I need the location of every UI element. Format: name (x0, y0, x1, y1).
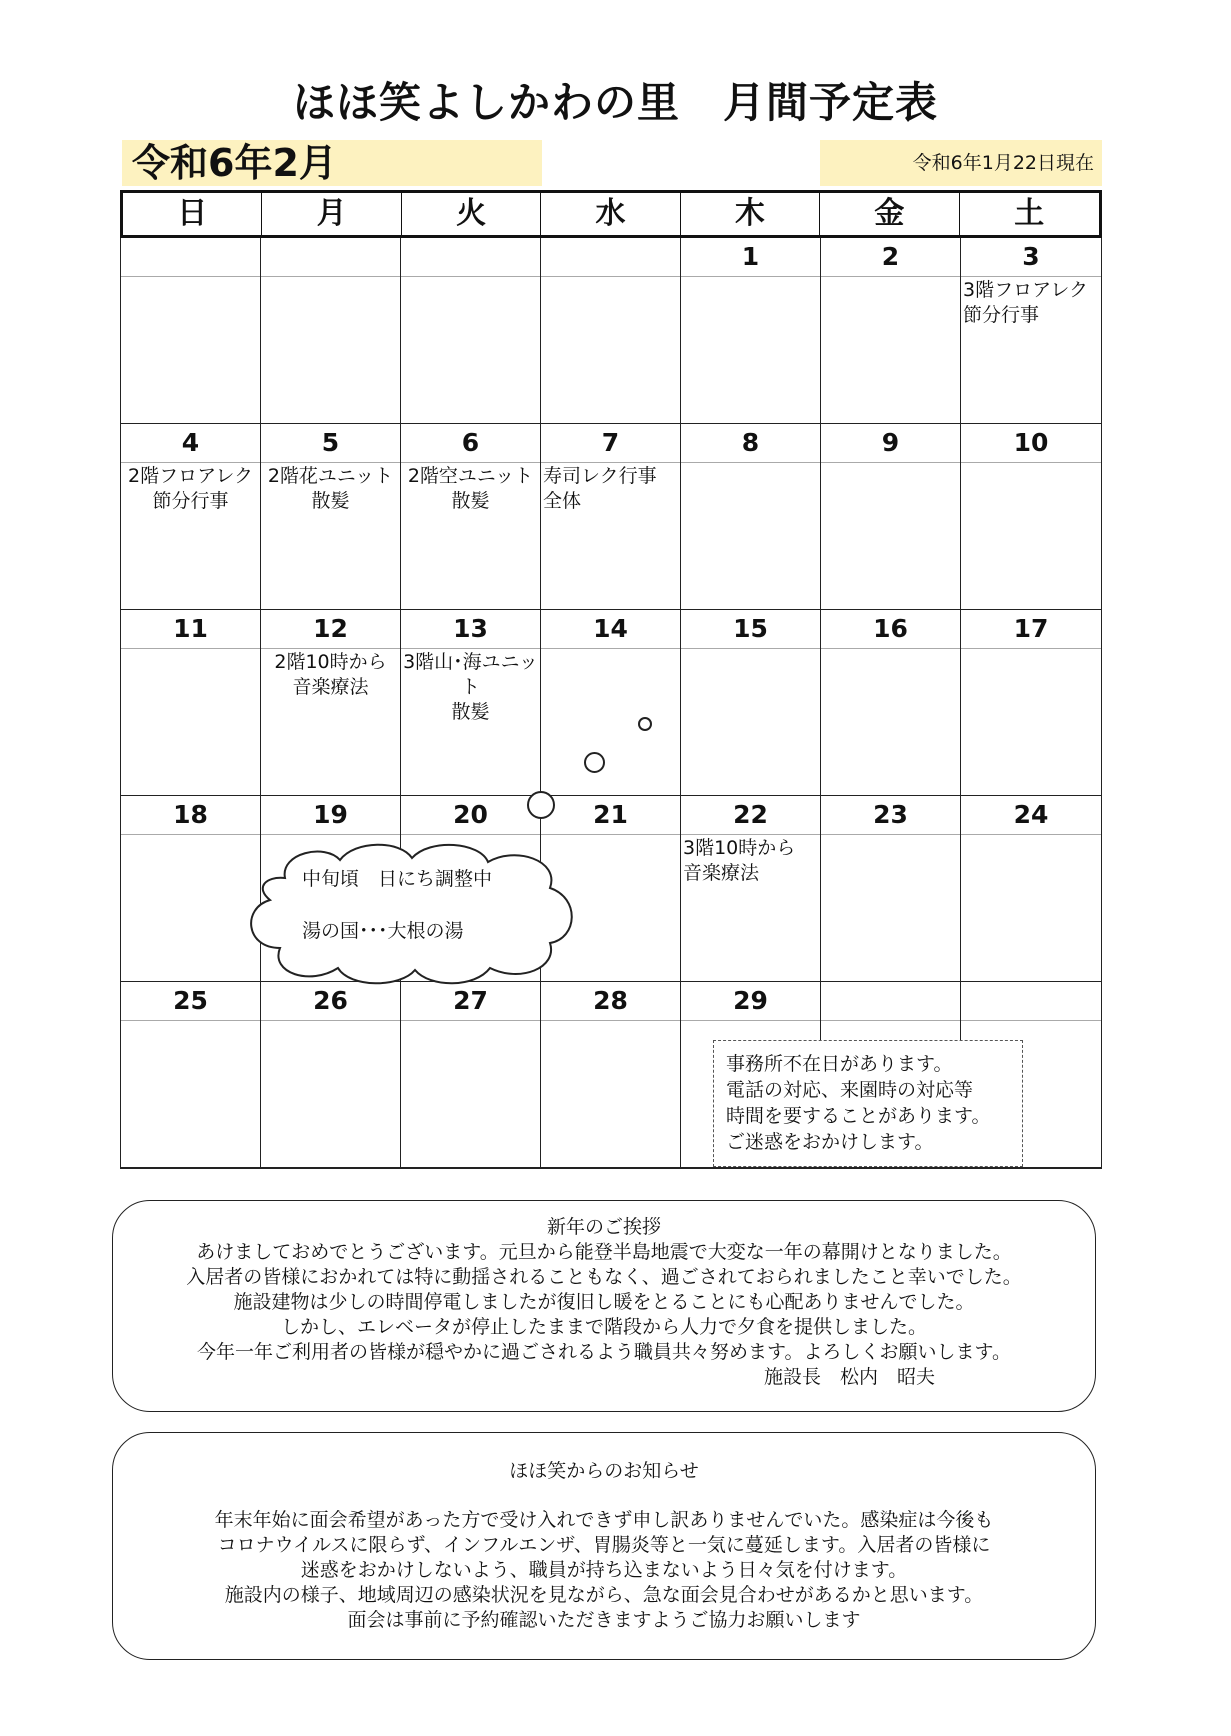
day-number: 11 (173, 614, 208, 643)
cell-divider (121, 648, 260, 649)
notice-line: ご迷惑をおかけします。 (726, 1131, 934, 1153)
day-event: 3階10時から 音楽療法 (683, 837, 796, 884)
calendar-day-cell (401, 610, 541, 796)
greeting-line: しかし、エレベータが停止したままで階段から人力で夕食を提供しました。 (280, 1316, 927, 1338)
greeting-line: 今年一年ご利用者の皆様が穏やかに過ごされるよう職員共々努めます。よろしくお願いします。 (197, 1341, 1011, 1363)
calendar-day-cell (961, 610, 1101, 796)
calendar-day-cell (121, 982, 261, 1168)
calendar-day-cell (541, 238, 681, 424)
day-number: 23 (873, 800, 908, 829)
cell-divider (261, 276, 400, 277)
greeting-line: あけましておめでとうございます。元旦から能登半島地震で大変な一年の幕開けとなりました。 (196, 1241, 1012, 1263)
weekday-header (120, 190, 1102, 238)
greeting-line: 入居者の皆様におかれては特に動揺されることもなく、過ごされておられましたこと幸いでした。 (186, 1266, 1022, 1288)
cell-divider (681, 276, 820, 277)
calendar (120, 190, 1102, 1169)
cloud-line-1: 中旬頃 日にち調整中 (302, 868, 493, 890)
weekday-fri: 金 (820, 193, 959, 235)
thought-bubble-medium (584, 752, 605, 773)
day-number: 6 (461, 428, 480, 457)
day-event: 2階空ユニット 散髪 (407, 465, 534, 512)
calendar-day-cell (401, 424, 541, 610)
cell-divider (541, 1020, 680, 1021)
calendar-day-cell (401, 982, 541, 1168)
calendar-day-cell (821, 238, 961, 424)
greeting-heading: 新年のご挨拶 (546, 1216, 661, 1238)
cell-divider (401, 834, 540, 835)
cell-divider (121, 834, 260, 835)
cell-divider (261, 462, 400, 463)
day-number: 29 (733, 986, 768, 1015)
calendar-day-cell (961, 238, 1101, 424)
cell-divider (681, 462, 820, 463)
cell-divider (541, 462, 680, 463)
cell-divider (961, 648, 1101, 649)
day-number: 17 (1013, 614, 1049, 643)
month-label: 令和6年2月 (122, 140, 542, 186)
calendar-day-cell (681, 796, 821, 982)
cell-divider (961, 1020, 1101, 1021)
calendar-day-cell (261, 982, 401, 1168)
cell-divider (401, 462, 540, 463)
greeting-box (112, 1200, 1096, 1412)
cell-divider (401, 276, 540, 277)
day-number: 18 (173, 800, 208, 829)
calendar-day-cell (961, 796, 1101, 982)
day-number: 19 (313, 800, 348, 829)
cell-divider (261, 834, 400, 835)
notice-line: 事務所不在日があります。 (726, 1053, 953, 1075)
greeting-line: 施設建物は少しの時間停電しましたが復旧し暖をとることにも心配ありませんでした。 (233, 1291, 975, 1313)
event-cloud (240, 838, 585, 986)
day-event: 3階フロアレク 節分行事 (963, 279, 1088, 326)
cell-divider (121, 276, 260, 277)
day-number: 16 (873, 614, 908, 643)
page-title: ほほ笑よしかわの里 月間予定表 (292, 78, 938, 127)
day-number: 13 (453, 614, 488, 643)
calendar-day-cell (261, 610, 401, 796)
calendar-day-cell (821, 610, 961, 796)
day-number: 24 (1013, 800, 1049, 829)
day-number: 4 (181, 428, 200, 457)
day-number: 8 (741, 428, 760, 457)
calendar-day-cell (821, 796, 961, 982)
calendar-grid (120, 238, 1102, 1169)
news-line: 施設内の様子、地域周辺の感染状況を見ながら、急な面会見合わせがあるかと思います。 (224, 1584, 984, 1606)
day-number: 21 (593, 800, 628, 829)
office-notice (713, 1040, 1023, 1167)
cloud-line-2: 湯の国･･･大根の湯 (302, 920, 464, 942)
day-number: 25 (173, 986, 208, 1015)
news-line: 面会は事前に予約確認いただきますようご協力お願いします (347, 1609, 861, 1631)
notice-line: 電話の対応、来園時の対応等 (726, 1079, 974, 1101)
cell-divider (401, 1020, 540, 1021)
calendar-day-cell (821, 424, 961, 610)
cell-divider (821, 834, 960, 835)
cell-divider (401, 648, 540, 649)
day-number: 9 (881, 428, 900, 457)
cell-divider (821, 1020, 960, 1021)
day-event: 3階山･海ユニット 散髪 (403, 651, 538, 723)
weekday-tue: 火 (402, 193, 541, 235)
calendar-day-cell (121, 610, 261, 796)
calendar-day-cell (121, 238, 261, 424)
news-line: 迷惑をおかけしないよう、職員が持ち込まないよう日々気を付けます。 (300, 1559, 908, 1581)
weekday-sun: 日 (123, 193, 262, 235)
cell-divider (961, 276, 1101, 277)
day-number: 14 (593, 614, 628, 643)
calendar-day-cell (261, 424, 401, 610)
thought-bubble-small (638, 717, 652, 731)
cell-divider (681, 648, 820, 649)
day-number: 12 (313, 614, 348, 643)
day-number: 26 (313, 986, 348, 1015)
calendar-day-cell (121, 424, 261, 610)
day-number: 3 (1022, 242, 1040, 271)
notice-line: 時間を要することがあります。 (726, 1105, 991, 1127)
day-number: 28 (593, 986, 628, 1015)
cell-divider (121, 462, 260, 463)
day-number: 10 (1013, 428, 1049, 457)
day-number: 27 (453, 986, 488, 1015)
cell-divider (541, 834, 680, 835)
weekday-wed: 水 (541, 193, 680, 235)
day-event: 寿司レク行事 全体 (543, 465, 657, 512)
calendar-day-cell (681, 424, 821, 610)
cell-divider (541, 648, 680, 649)
weekday-thu: 木 (681, 193, 820, 235)
news-line: コロナウイルスに限らず、インフルエンザ、胃腸炎等と一気に蔓延します。入居者の皆様に (217, 1534, 991, 1556)
calendar-day-cell (541, 982, 681, 1168)
day-number: 5 (321, 428, 340, 457)
news-heading: ほほ笑からのお知らせ (509, 1460, 699, 1482)
cell-divider (261, 1020, 400, 1021)
day-number: 1 (741, 242, 760, 271)
day-number: 20 (453, 800, 488, 829)
cell-divider (821, 276, 960, 277)
cell-divider (121, 1020, 260, 1021)
thought-bubble-large (527, 791, 555, 819)
cell-divider (541, 276, 680, 277)
calendar-day-cell (541, 424, 681, 610)
calendar-day-cell (681, 238, 821, 424)
weekday-mon: 月 (262, 193, 401, 235)
cell-divider (961, 462, 1101, 463)
day-number: 15 (733, 614, 768, 643)
as-of-date: 令和6年1月22日現在 (820, 140, 1102, 186)
calendar-day-cell (541, 610, 681, 796)
day-event: 2階10時から 音楽療法 (274, 651, 387, 698)
news-line: 年末年始に面会希望があった方で受け入れできず申し訳ありませんでいた。感染症は今後も (214, 1509, 994, 1531)
calendar-day-cell (961, 424, 1101, 610)
news-box (112, 1432, 1096, 1660)
greeting-signature: 施設長 松内 昭夫 (763, 1366, 935, 1388)
day-number: 22 (733, 800, 768, 829)
day-number: 2 (881, 242, 900, 271)
cell-divider (961, 834, 1101, 835)
day-event: 2階花ユニット 散髪 (267, 465, 394, 512)
cell-divider (261, 648, 400, 649)
day-number: 7 (601, 428, 620, 457)
calendar-day-cell (261, 238, 401, 424)
cell-divider (821, 648, 960, 649)
calendar-day-cell (401, 238, 541, 424)
cell-divider (681, 1020, 820, 1021)
cell-divider (681, 834, 820, 835)
weekday-sat: 土 (1014, 196, 1045, 231)
cloud-shape (240, 838, 585, 986)
cell-divider (821, 462, 960, 463)
calendar-day-cell (681, 610, 821, 796)
day-event: 2階フロアレク 節分行事 (128, 465, 253, 512)
